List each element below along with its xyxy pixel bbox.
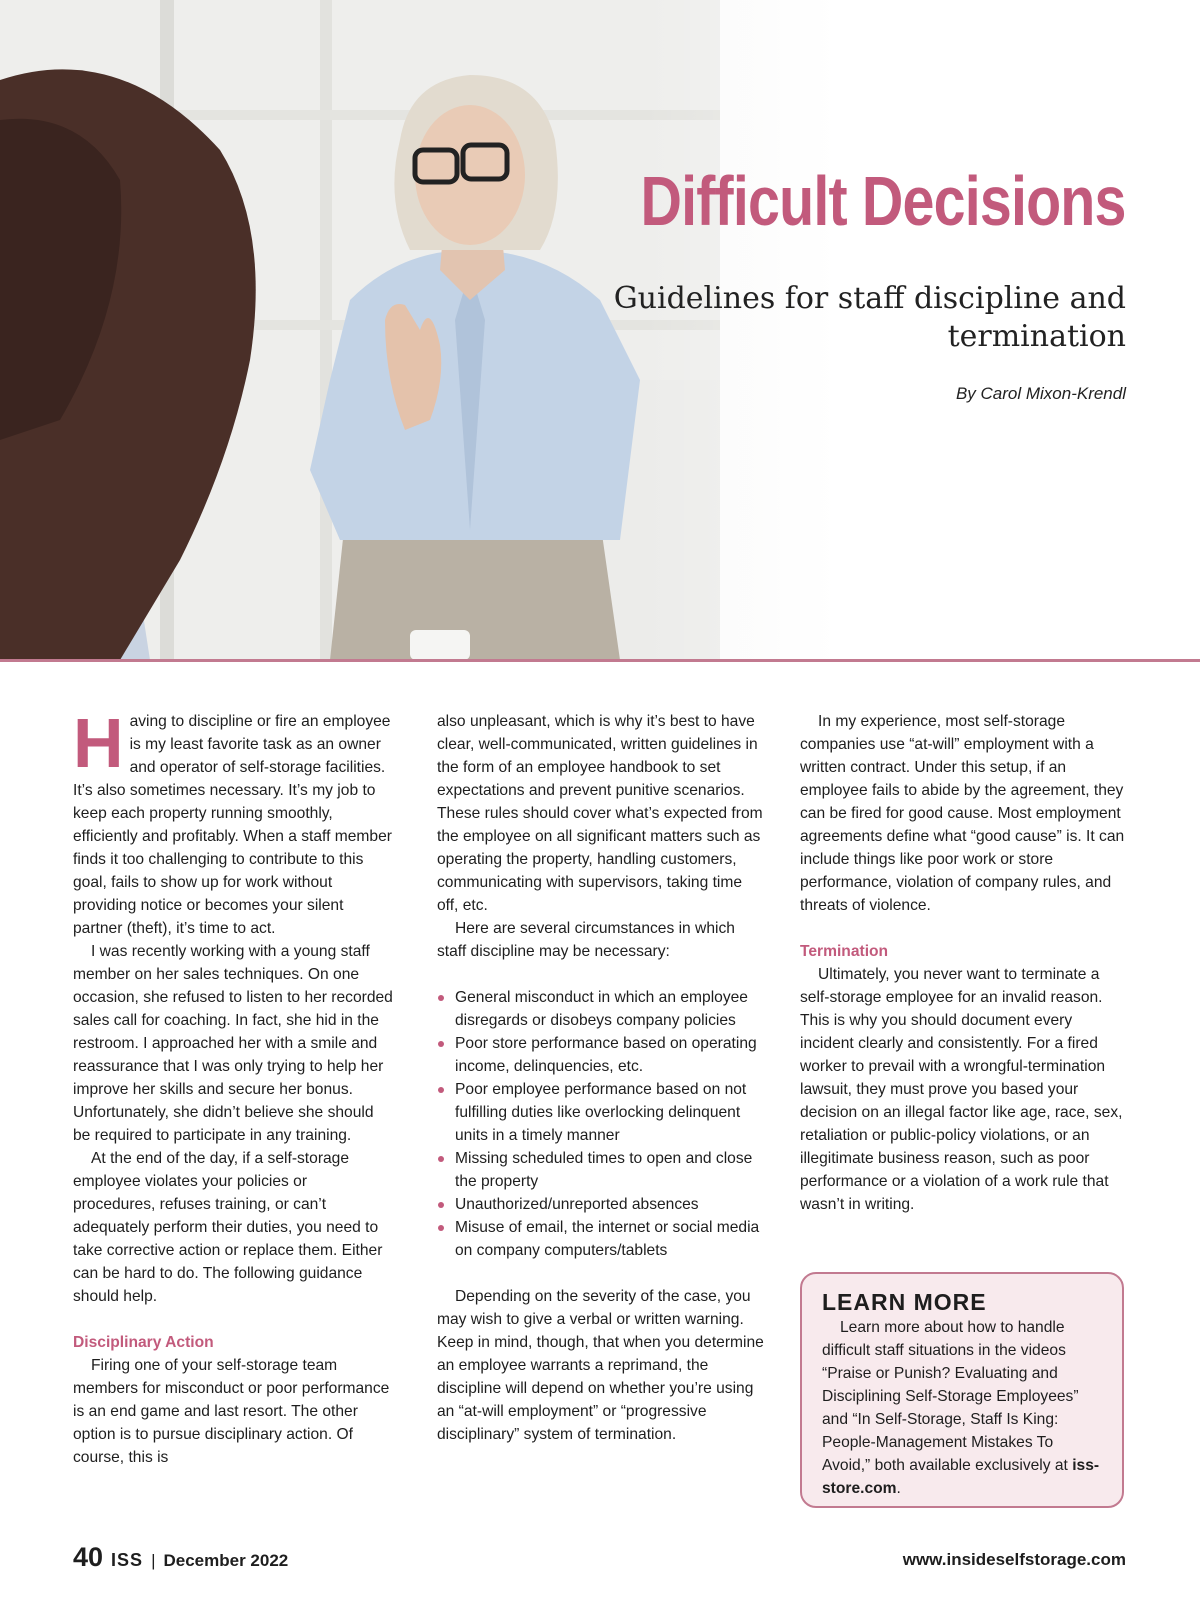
- section-heading-disciplinary-action: Disciplinary Action: [73, 1334, 214, 1351]
- learn-more-box: [800, 1272, 1124, 1508]
- page-number: 40: [73, 1542, 104, 1572]
- drop-cap: H: [73, 704, 124, 782]
- list-item: Missing scheduled times to open and close the property: [437, 1147, 767, 1193]
- article-column-1: [73, 704, 393, 1469]
- article-column-2: [437, 710, 767, 1446]
- learn-more-end: .: [896, 1480, 901, 1497]
- paragraph: Ultimately, you never want to terminate a self-storage employee for an invalid reason. This is why you should document every incident clearly and consistently. For a fired worker to prevail with a wrongful-termination lawsuit, they must prove you based your decision on an illegal factor like age, race, sex, retaliation or public-policy violations, or an illegitimate business reason, such as poor performance or a violation of a work rule that wasn’t in writing.: [800, 966, 1123, 1213]
- learn-more-title: LEARN MORE: [822, 1289, 987, 1315]
- page-footer: [73, 1542, 288, 1573]
- list-item: General misconduct in which an employee disregards or disobeys company policies: [437, 986, 767, 1032]
- paragraph: also unpleasant, which is why it’s best to have clear, well-communicated, written guidelines in the form of an employee handbook to set expectations and prevent punitive scenarios. These rules should cover what’s expected from the employee on all significant matters such as operating the property, handling customers, communicating with supervisors, taking time off, etc.: [437, 713, 763, 914]
- list-item: Unauthorized/unreported absences: [437, 1193, 767, 1216]
- intro-text: aving to discipline or fire an employee is my least favorite task as an owner and operator of self-storage facilities. It’s also sometimes necessary. It’s my job to keep each property running smoothly, efficiently and profitably. When a staff member finds it too challenging to contribute to this goal, fails to show up for work without providing notice or becomes your silent partner (theft), it’s time to act.: [73, 713, 392, 937]
- hero-divider: [0, 659, 1200, 662]
- website-url[interactable]: www.insideselfstorage.com: [902, 1550, 1126, 1569]
- list-item: Poor store performance based on operating income, delinquencies, etc.: [437, 1032, 767, 1078]
- article-byline: By Carol Mixon-Krendl: [955, 384, 1126, 403]
- paragraph: In my experience, most self-storage companies use “at-will” employment with a written contract. Under this setup, if an employee fails to abide by the agreement, they can be fired for good cause. Most employment agreements define what “good cause” is. It can include things like poor work or store performance, violation of company rules, and threats of violence.: [800, 713, 1125, 914]
- magazine-logo: ISS: [111, 1550, 144, 1570]
- list-item: Misuse of email, the internet or social media on company computers/tablets: [437, 1216, 767, 1262]
- learn-more-text: [822, 1316, 1104, 1500]
- list-item: Poor employee performance based on not fulfilling duties like overlocking delinquent units in a timely manner: [437, 1078, 767, 1147]
- paragraph: Here are several circumstances in which staff discipline may be necessary:: [437, 920, 735, 960]
- article-column-3: [800, 710, 1130, 1216]
- paragraph: Firing one of your self-storage team members for misconduct or poor performance is an end game and last resort. The other option is to pursue disciplinary action. Of course, this is: [73, 1357, 390, 1466]
- intro-paragraph: [73, 704, 393, 940]
- footer-separator: |: [151, 1551, 156, 1570]
- article-headline: Difficult Decisions: [640, 162, 1126, 240]
- paragraph: I was recently working with a young staff member on her sales techniques. On one occasion, she refused to listen to her recorded sales call for coaching. In fact, she hid in the restroom. I approached her with a smile and reassurance that I was only trying to help her improve her skills and secure her bonus. Unfortunately, she didn’t believe she should be required to participate in any training.: [73, 943, 393, 1144]
- learn-more-body: Learn more about how to handle difficult staff situations in the videos “Praise or Punish? Evaluating and Disciplining Self-Storage Employees” and “In Self-Storage, Staff Is King: People-Management Mistakes To Avoid,” both available exclusively at: [822, 1319, 1079, 1474]
- paragraph: At the end of the day, if a self-storage employee violates your policies or procedures, refuses training, or can’t adequately perform their duties, you need to take corrective action or replace them. Either can be hard to do. The following guidance should help.: [73, 1150, 383, 1305]
- section-heading-termination: Termination: [800, 943, 889, 960]
- article-subhead: Guidelines for staff discipline and termination: [613, 281, 1126, 354]
- store-link[interactable]: iss-store.com: [822, 1457, 1100, 1497]
- issue-date: December 2022: [163, 1551, 289, 1570]
- paragraph: Depending on the severity of the case, you may wish to give a verbal or written warning. Keep in mind, though, that when you determine an employee warrants a reprimand, the discipline will depend on whether you’re using an “at-will employment” or “progressive disciplinary” system of termination.: [437, 1288, 764, 1443]
- circumstances-list: [437, 986, 767, 1262]
